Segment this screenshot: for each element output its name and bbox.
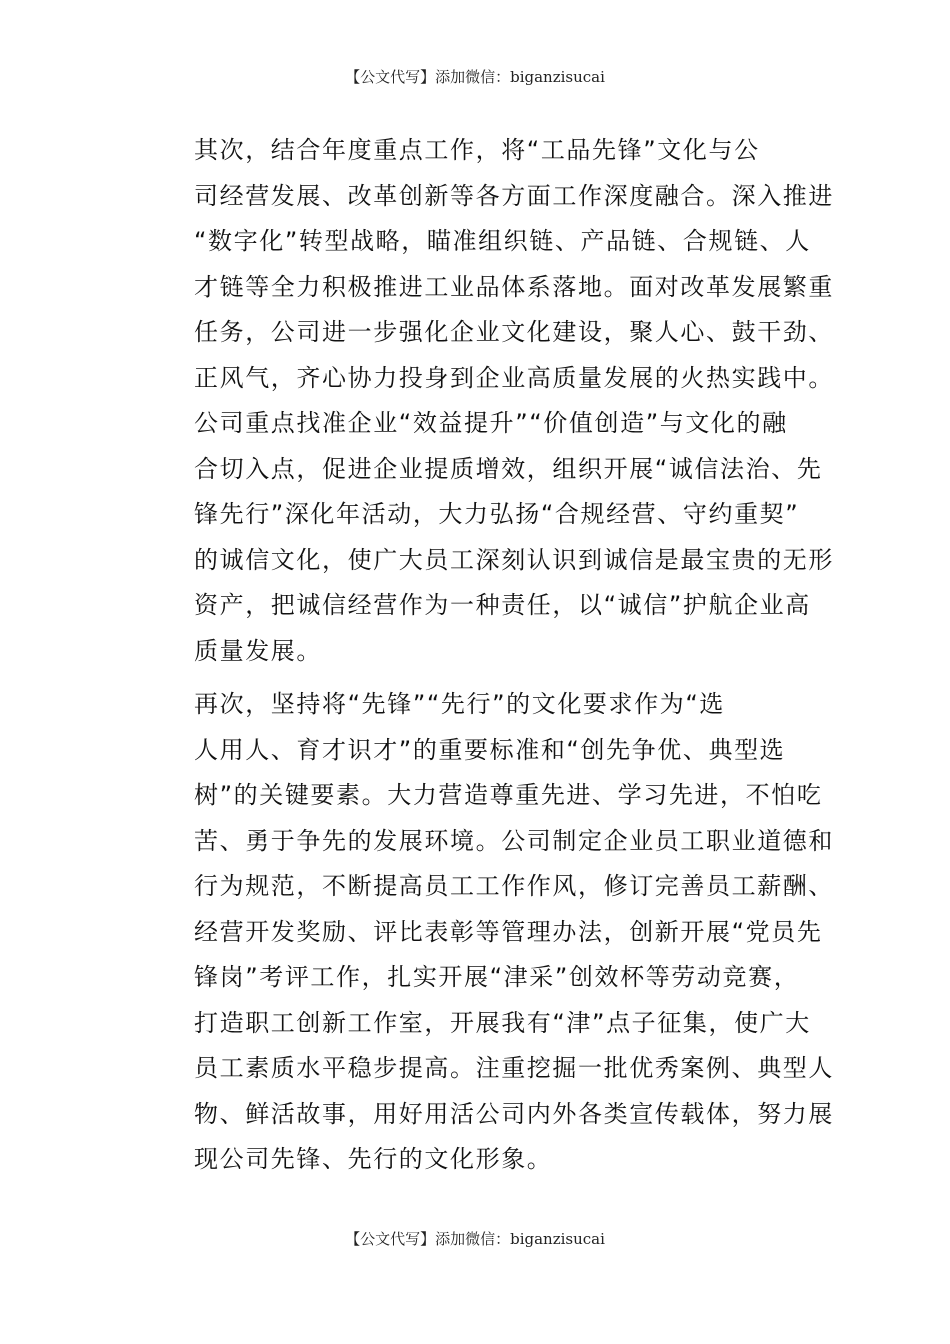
text-line: 合切入点，促进企业提质增效，组织开展“诚信法治、先 [194, 454, 823, 483]
text-line: 打造职工创新工作室，开展我有“津”点子征集，使广大 [194, 1008, 811, 1037]
text-line: 公司重点找准企业“效益提升”“价值创造”与文化的融 [194, 409, 788, 437]
text-line: 质量发展。 [194, 636, 322, 665]
footer-watermark-text: 【公文代写】添加微信：biganzisucai [345, 1230, 605, 1248]
text-line: “数字化”转型战略，瞄准组织链、产品链、合规链、人 [194, 227, 811, 255]
paragraph-2 [144, 682, 834, 1183]
header-watermark-text: 【公文代写】添加微信：biganzisucai [345, 68, 605, 86]
text-line: 才链等全力积极推进工业品体系落地。面对改革发展繁重 [194, 272, 834, 301]
text-line: 锋岗”考评工作，扎实开展“津采”创效杯等劳动竞赛， [194, 963, 800, 991]
text-line: 树”的关键要素。大力营造尊重先进、学习先进，不怕吃 [194, 781, 823, 809]
text-line: 任务，公司进一步强化企业文化建设，聚人心、鼓干劲、 [194, 318, 834, 346]
document-body [144, 128, 834, 1183]
text-line: 锋先行”深化年活动，大力弘扬“合规经营、守约重契” [194, 500, 800, 528]
text-line: 物、鲜活故事，用好用活公司内外各类宣传载体，努力展 [194, 1099, 834, 1128]
text-line: 正风气，齐心协力投身到企业高质量发展的火热实践中。 [194, 363, 834, 392]
text-line: 苦、勇于争先的发展环境。公司制定企业员工职业道德和 [194, 826, 834, 855]
text-line: 行为规范，不断提高员工工作作风，修订完善员工薪酬、 [194, 872, 834, 900]
paragraph-1 [144, 128, 834, 674]
text-line: 司经营发展、改革创新等各方面工作深度融合。深入推进 [194, 181, 834, 210]
text-line: 资产，把诚信经营作为一种责任，以“诚信”护航企业高 [194, 591, 811, 619]
text-line: 经营开发奖励、评比表彰等管理办法，创新开展“党员先 [194, 917, 823, 946]
text-line: 其次，结合年度重点工作，将“工品先锋”文化与公 [194, 136, 760, 164]
text-line: 现公司先锋、先行的文化形象。 [194, 1145, 553, 1173]
text-line: 人用人、育才识才”的重要标准和“创先争优、典型选 [194, 735, 786, 764]
text-line: 员工素质水平稳步提高。注重挖掘一批优秀案例、典型人 [194, 1054, 834, 1082]
text-line: 的诚信文化，使广大员工深刻认识到诚信是最宝贵的无形 [194, 545, 834, 574]
text-line: 再次，坚持将“先锋”“先行”的文化要求作为“选 [194, 690, 725, 718]
